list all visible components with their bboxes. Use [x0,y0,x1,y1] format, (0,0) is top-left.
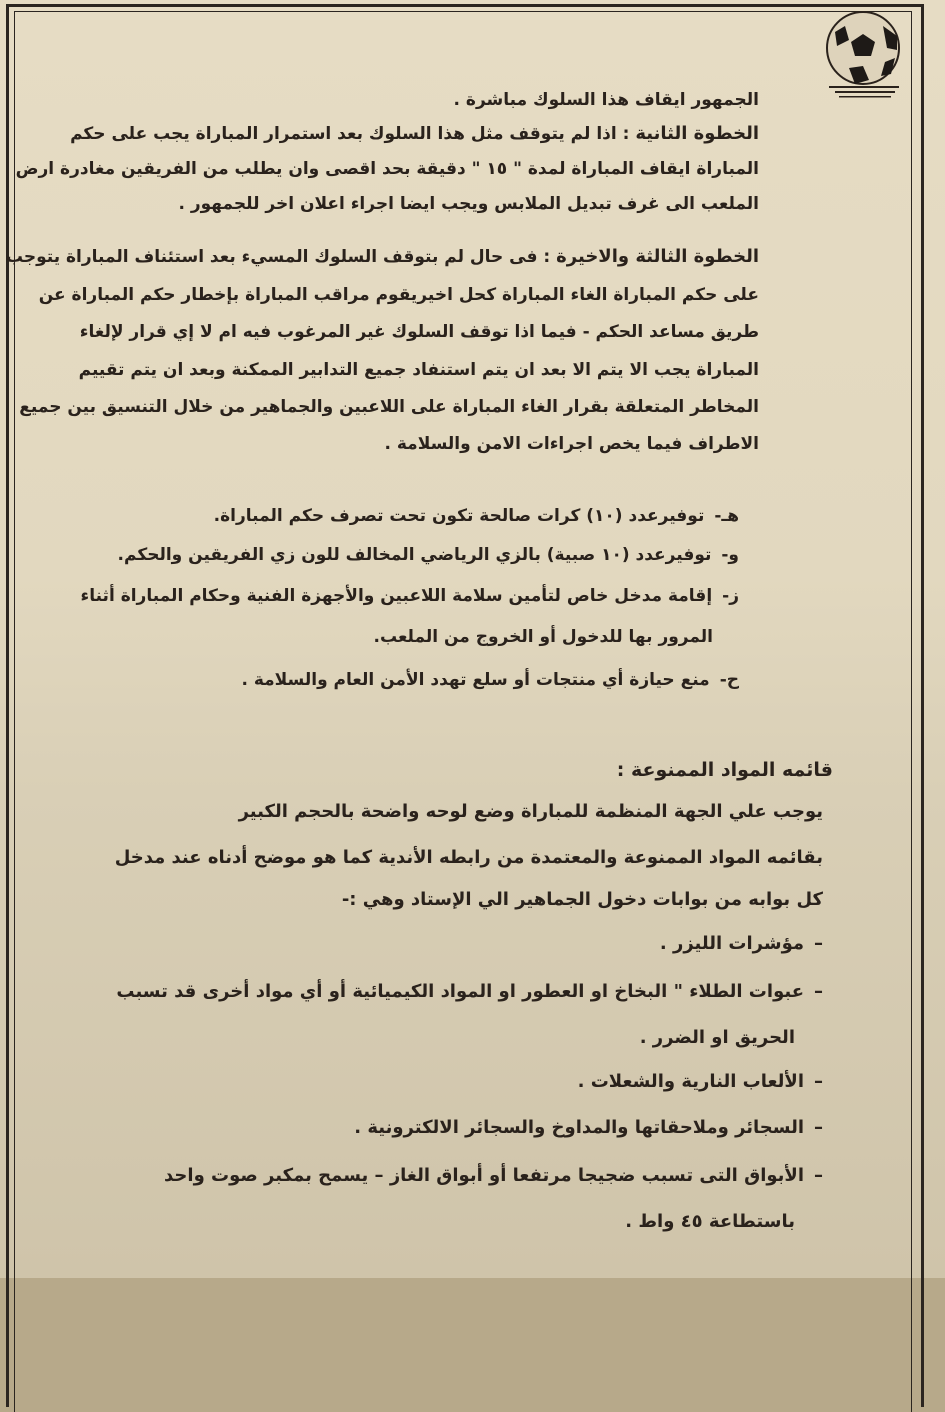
text-line-3: المباراة ايقاف المباراة لمدة " ١٥ " دقيقة بحد اقصى وان يطلب من الفريقين مغادرة ارض [15,159,759,179]
bullet-text: الأبواق التى تسبب ضجيجا مرتفعا أو أبواق الغاز – يسمح بمكبر صوت واحد [164,1165,804,1186]
list-item-waw [118,543,739,567]
list-marker: و- [721,545,739,565]
text-line-9: المخاطر المتعلقة بقرار الغاء المباراة على اللاعبين والجماهير من خلال التنسيق بين جميع [19,397,759,417]
bullet-text: عبوات الطلاء " البخاخ او العطور او المواد الكيميائية أو أي مواد أخرى قد تسبب [116,981,804,1002]
list-item-text: توفيرعدد (١٠ صبية) بالزي الرياضي المخالف للون زي الفريقين والحكم. [117,545,712,565]
bullet-dash: – [814,1117,823,1138]
list-marker: ح- [719,670,739,690]
list-item-text: توفيرعدد (١٠) كرات صالحة تكون تحت تصرف حكم المباراة. [213,506,705,526]
text-line-8: المباراة يجب الا يتم الا بعد ان يتم استنفاد جميع التدابير الممكنة وبعد ان يتم تقييم [78,360,759,380]
text-line-6: على حكم المباراة الغاء المباراة كحل اخيريقوم مراقب المباراة بإخطار حكم المباراة عن [38,285,759,305]
bullet-cigarettes [354,1116,823,1140]
bullet-paint-cans-continued: الحريق او الضرر . [639,1027,795,1048]
section-title-prohibited-items: قائمه المواد الممنوعة : [616,759,833,781]
list-marker: ز- [722,586,739,606]
text-line-1: الجمهور ايقاف هذا السلوك مباشرة . [453,90,759,110]
bullet-text: السجائر وملاحقاتها والمداوخ والسجائر الالكترونية . [354,1117,804,1138]
list-item-text: منع حيازة أي منتجات أو سلع تهدد الأمن العام والسلامة . [241,670,710,690]
text-line-5 [6,245,759,269]
paragraph-line-2: بقائمه المواد الممنوعة والمعتمدة من رابطه الأندية كما هو موضح أدناه عند مدخل [114,847,823,868]
list-item-zay [81,584,739,608]
football-logo-icon [805,6,905,106]
page-border-inner [14,11,912,1412]
list-marker: هـ- [714,506,739,526]
list-item-ha [241,668,739,692]
bullet-dash: – [814,1165,823,1186]
paragraph-line-3: كل بوابه من بوابات دخول الجماهير الي الإستاد وهي :- [341,889,823,910]
bullet-horns-continued: باستطاعة ٤٥ واط . [625,1211,795,1232]
text-line-2 [70,122,759,146]
text-line-5-rest: : فى حال لم بتوقف السلوك المسيء بعد استئناف المباراة يتوجب [5,247,557,267]
text-line-10: الاطراف فيما يخص اجراءات الامن والسلامة . [384,434,759,454]
bullet-laser [660,932,823,956]
bullet-text: مؤشرات الليزر . [659,933,804,954]
step-three-heading: الخطوة الثالثة والاخيرة [556,246,759,267]
list-item-zay-continued: المرور بها للدخول أو الخروج من الملعب. [373,627,713,647]
bullet-dash: – [814,981,823,1002]
step-two-heading: الخطوة الثانية [635,123,759,144]
bullet-fireworks [578,1070,823,1094]
text-line-2-rest: : اذا لم يتوقف مثل هذا السلوك بعد استمرار المباراة يجب على حكم [70,124,636,144]
paragraph-line-1: يوجب علي الجهة المنظمة للمباراة وضع لوحه واضحة بالحجم الكبير [238,801,823,822]
bullet-paint-cans [116,980,823,1004]
list-item-he [214,504,739,528]
bullet-text: الألعاب النارية والشعلات . [577,1071,804,1092]
bullet-dash: – [814,1071,823,1092]
text-line-7: طريق مساعد الحكم - فيما اذا توقف السلوك غير المرغوب فيه ام لا إي قرار لإلغاء [79,322,759,342]
bullet-dash: – [814,933,823,954]
text-line-4: الملعب الى غرف تبديل الملابس ويجب ايضا اجراء اعلان اخر للجمهور . [178,194,759,214]
list-item-text: إقامة مدخل خاص لتأمين سلامة اللاعبين والأجهزة الفنية وحكام المباراة أثناء [80,586,713,606]
bullet-horns [164,1164,823,1188]
